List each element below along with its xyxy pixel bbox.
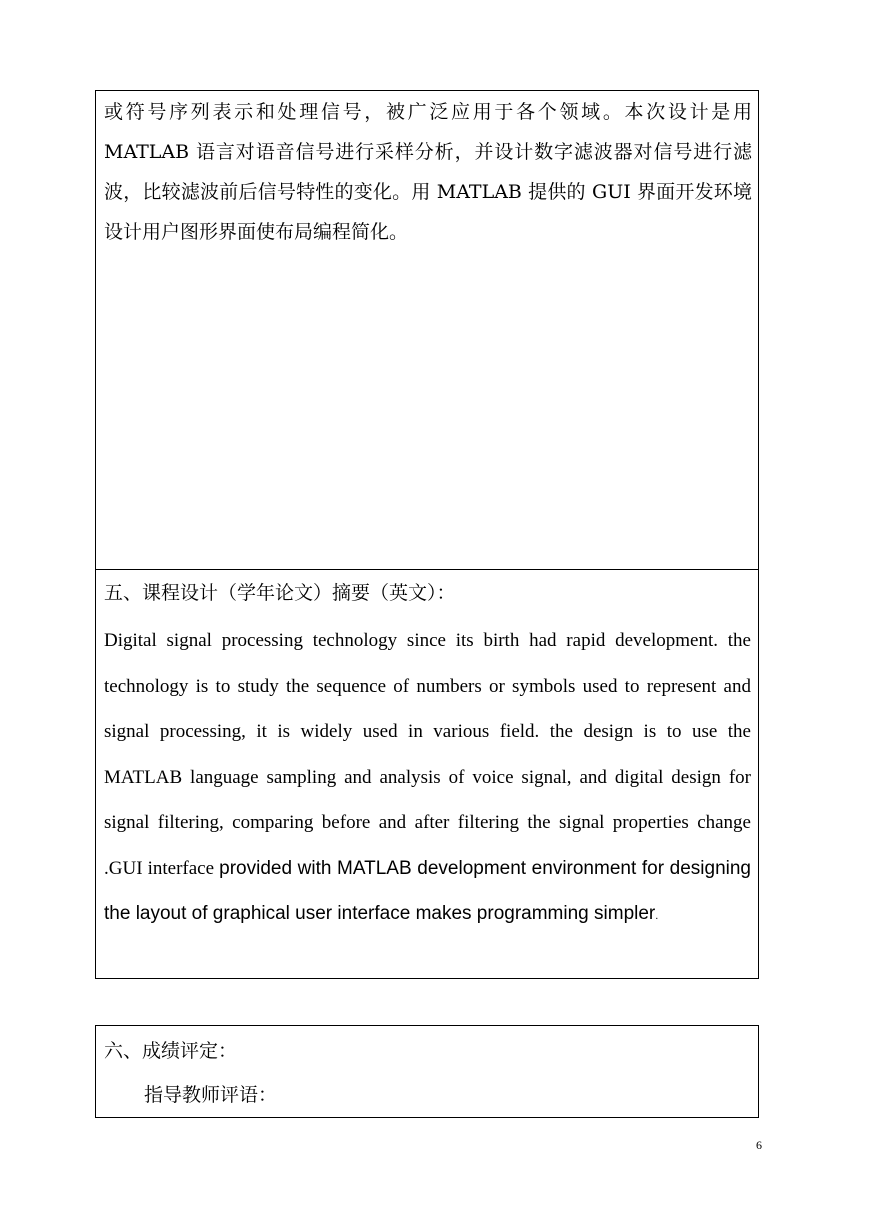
english-abstract-paragraph — [104, 618, 751, 940]
english-abstract-text-serif: Digital signal processing technology since its birth had rapid development. the technology is to study the sequence of numbers or symbols used to represent and signal processing, it is widely used in various field. the design is to use the MATLAB language sampling and analysis of voice signal, and digital design for signal filtering, comparing before and after filtering the signal properties change .GUI interface — [104, 630, 751, 879]
english-abstract-heading: 五、课程设计（学年论文）摘要（英文）： — [104, 582, 456, 604]
chinese-abstract-paragraph: 或符号序列表示和处理信号，被广泛应用于各个领域。本次设计是用 MATLAB 语言对语音信号进行采样分析，并设计数字滤波器对信号进行滤波，比较滤波前后信号特性的变化。用 MATLAB 提供的 GUI 界面开发环境设计用户图形界面使布局编程简化。 — [104, 101, 752, 243]
english-abstract-box — [95, 569, 759, 979]
grade-evaluation-heading: 六、成绩评定： — [104, 1040, 238, 1062]
grade-evaluation-box — [95, 1025, 759, 1118]
advisor-comments-label: 指导教师评语： — [144, 1084, 278, 1106]
page-number: 6 — [756, 1138, 762, 1152]
english-abstract-text-tail: . — [655, 910, 659, 922]
english-abstract-text-sans: provided with MATLAB development environment for designing the layout of graphical user interface makes programming simpler — [104, 857, 751, 924]
abstract-continuation-box — [95, 90, 759, 570]
